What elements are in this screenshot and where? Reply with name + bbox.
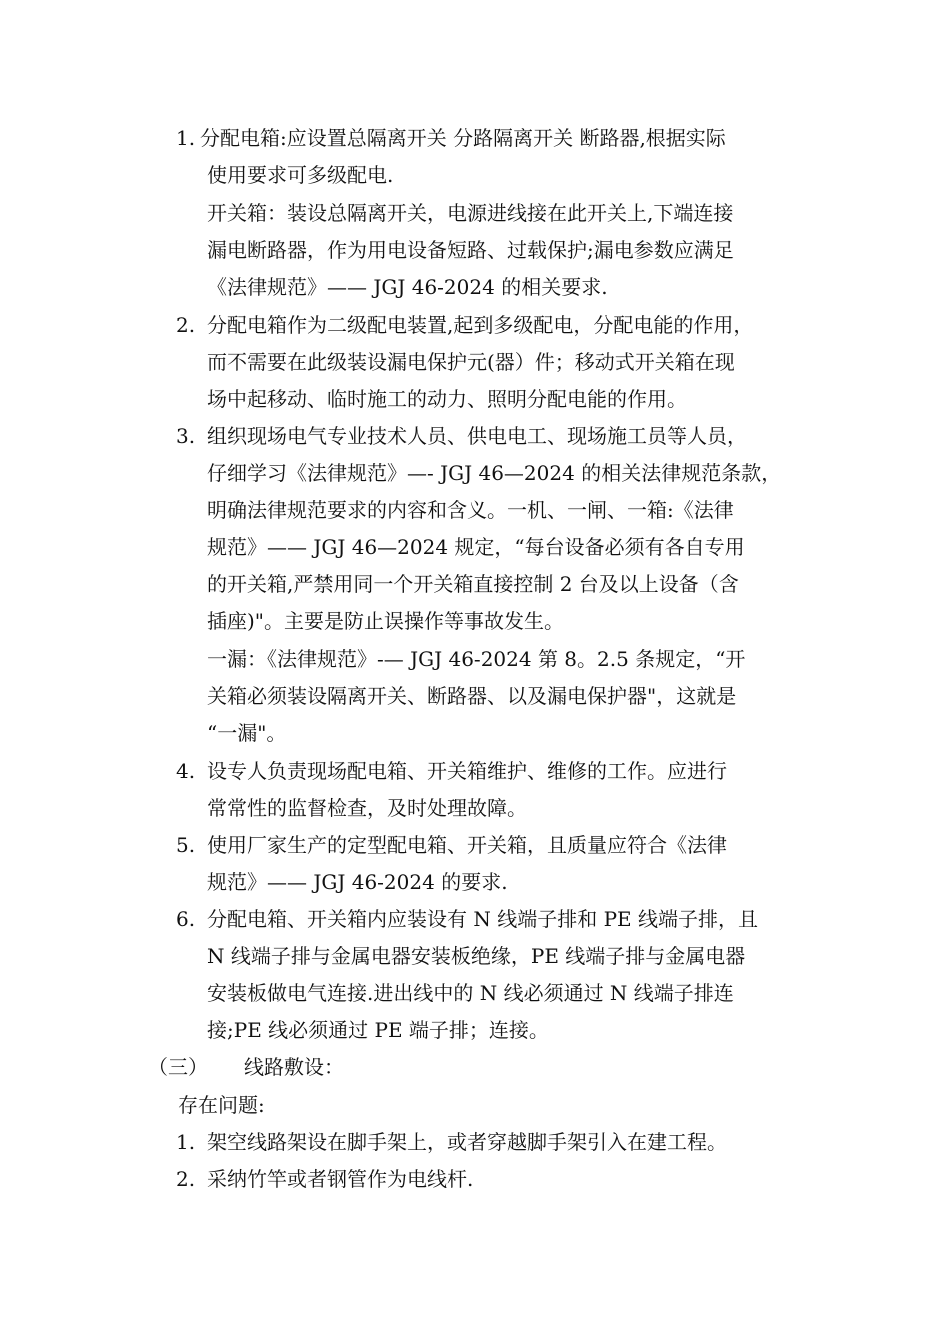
item-number: 2. bbox=[176, 313, 196, 337]
item-line: 分配电箱:应设置总隔离开关 分路隔离开关 断路器,根据实际 bbox=[200, 126, 726, 150]
problem-number: 2. bbox=[176, 1167, 196, 1191]
item-line: 规范》—— JGJ 46—2024 规定，“每台设备必须有各自专用 bbox=[207, 535, 745, 559]
item-line: 仔细学习《法律规范》—- JGJ 46—2024 的相关法律规范条款， bbox=[207, 461, 782, 485]
item-line: 设专人负责现场配电箱、开关箱维护、维修的工作。应进行 bbox=[207, 759, 727, 783]
item-line: 规范》—— JGJ 46-2024 的要求. bbox=[207, 870, 508, 894]
item-line: 分配电箱作为二级配电装置,起到多级配电，分配电能的作用， bbox=[207, 313, 754, 337]
item-line: 的开关箱,严禁用同一个开关箱直接控制 2 台及以上设备（含 bbox=[207, 572, 739, 596]
item-line: 明确法律规范要求的内容和含义。一机、一闸、一箱:《法律 bbox=[207, 498, 734, 522]
section-number: （三） bbox=[148, 1055, 208, 1079]
item-line: 安装板做电气连接.进出线中的 N 线必须通过 N 线端子排连 bbox=[207, 981, 734, 1005]
item-number: 5. bbox=[176, 833, 196, 857]
problem-text: 架空线路架设在脚手架上，或者穿越脚手架引入在建工程。 bbox=[207, 1130, 727, 1154]
item-line: 使用要求可多级配电. bbox=[207, 163, 394, 187]
item-line: 使用厂家生产的定型配电箱、开关箱，且质量应符合《法律 bbox=[207, 833, 727, 857]
paragraph-line: 漏电断路器，作为用电设备短路、过载保护;漏电参数应满足 bbox=[207, 238, 734, 262]
item-number: 1. bbox=[176, 126, 196, 150]
item-number: 4. bbox=[176, 759, 196, 783]
item-number: 6. bbox=[176, 907, 196, 931]
problems-label: 存在问题: bbox=[178, 1093, 265, 1117]
paragraph-line: 一漏：《法律规范》-— JGJ 46-2024 第 8。2.5 条规定，“开 bbox=[207, 647, 746, 671]
item-line: 场中起移动、临时施工的动力、照明分配电能的作用。 bbox=[207, 387, 687, 411]
paragraph-line: 关箱必须装设隔离开关、断路器、以及漏电保护器"，这就是 bbox=[207, 684, 737, 708]
section-title: 线路敷设： bbox=[244, 1055, 344, 1079]
item-line: 组织现场电气专业技术人员、供电电工、现场施工员等人员， bbox=[207, 424, 747, 448]
problem-number: 1. bbox=[176, 1130, 196, 1154]
paragraph-line: “一漏"。 bbox=[207, 721, 287, 745]
item-line: 接;PE 线必须通过 PE 端子排；连接。 bbox=[207, 1018, 549, 1042]
item-line: 分配电箱、开关箱内应装设有 N 线端子排和 PE 线端子排，且 bbox=[207, 907, 758, 931]
item-number: 3. bbox=[176, 424, 196, 448]
item-line: 而不需要在此级装设漏电保护元(器）件；移动式开关箱在现 bbox=[207, 350, 735, 374]
paragraph-line: 《法律规范》—— JGJ 46-2024 的相关要求. bbox=[207, 275, 608, 299]
item-line: 插座)"。主要是防止误操作等事故发生。 bbox=[207, 609, 565, 633]
paragraph-line: 开关箱：装设总隔离开关，电源进线接在此开关上,下端连接 bbox=[207, 201, 734, 225]
problem-text: 采纳竹竿或者钢管作为电线杆. bbox=[207, 1167, 474, 1191]
item-line: 常常性的监督检查，及时处理故障。 bbox=[207, 796, 527, 820]
item-line: N 线端子排与金属电器安装板绝缘，PE 线端子排与金属电器 bbox=[207, 944, 746, 968]
